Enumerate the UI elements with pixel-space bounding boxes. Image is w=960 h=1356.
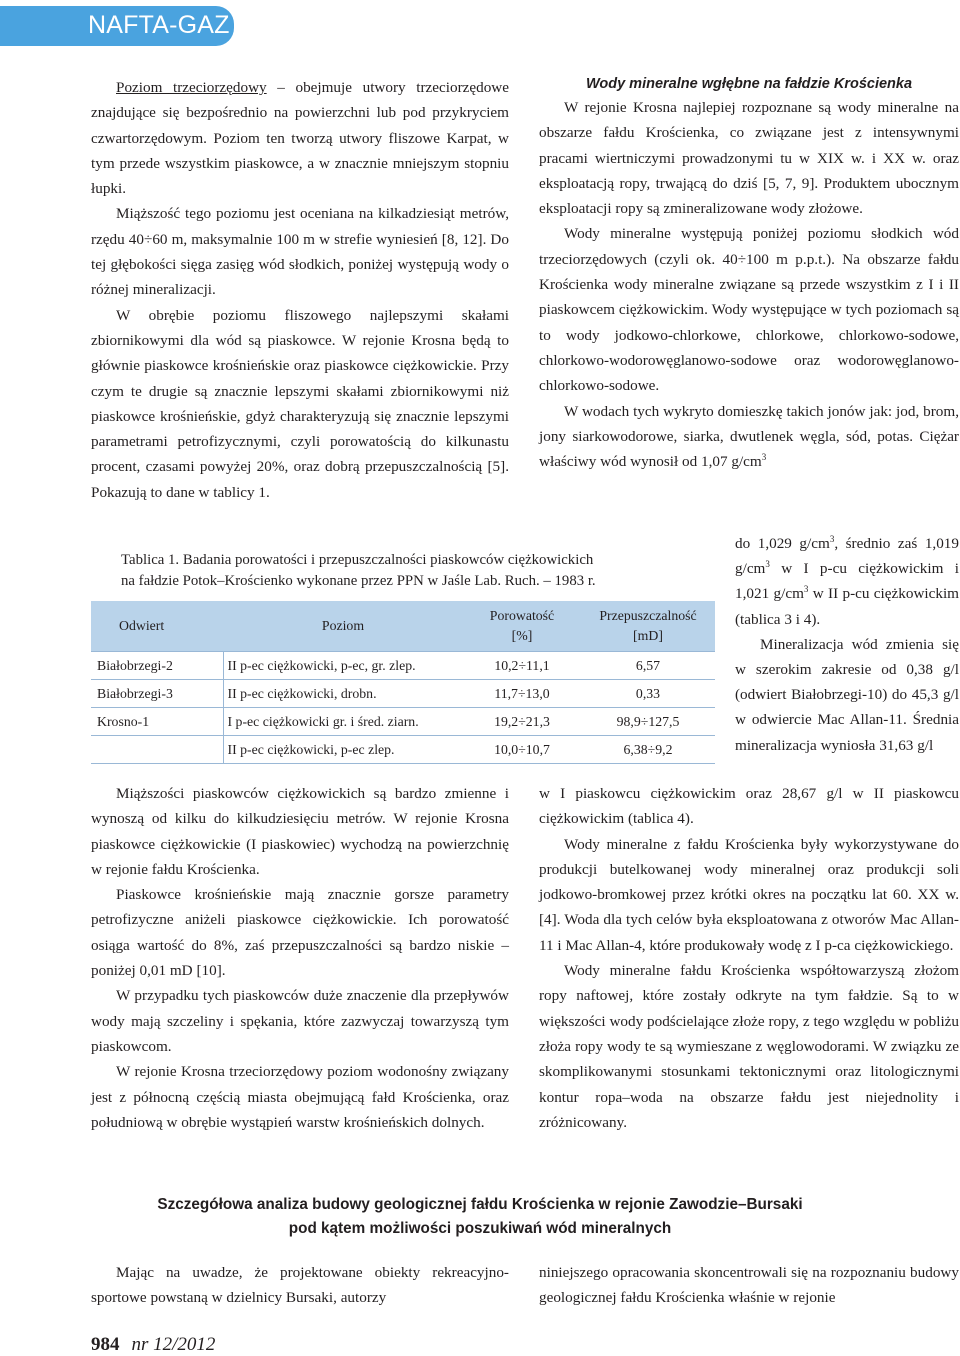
paragraph: W przypadku tych piaskowców duże znaczenie dla przepływów wody mają szczeliny i spękania, które zazwyczaj towarzyszą tym piaskowcom. — [91, 987, 509, 1055]
table-caption — [121, 550, 596, 592]
header-text: Porowatość — [489, 608, 555, 623]
paragraph — [91, 75, 509, 201]
paragraph: Wody mineralne występują poniżej poziomu słodkich wód trzeciorzędowych (czyli ok. 40÷100 m p.p.t.). Na obszarze fałdu Krościenka wody mineralne związane są przede wszystkim z I i II piaskowcem ciężkowickim. Wody występujące w tych poziomach są to wody jodkowo-chlorkowe, chlorkowe, chlorkowo-sodowe, chlorkowo-wodorowęglanowo-sodowe oraz wodorowęglanowo-chlorkowo-sodowe. — [539, 225, 959, 395]
left-column-top — [91, 75, 509, 505]
cell-permeability: 98,9÷127,5 — [581, 708, 715, 736]
cell-permeability: 6,38÷9,2 — [581, 736, 715, 764]
caption-line: na fałdzie Potok–Krościenko wykonane przez PPN w Jaśle Lab. Ruch. – 1983 r. — [121, 573, 596, 589]
paragraph: w I piaskowcu ciężkowickim oraz 28,67 g/l w II piaskowcu ciężkowickim (tablica 4). — [539, 785, 959, 828]
superscript: 3 — [829, 533, 835, 544]
left-column-bottom — [91, 781, 509, 1135]
section-heading — [0, 1193, 960, 1241]
paragraph: Miąższość tego poziomu jest oceniana na kilkadziesiąt metrów, rzędu 40÷60 m, maksymalnie 100 m w strefie wyniesień [8, 12]. Do tej głębokości sięga zasięg wód słodkich, poniżej występują wody o różnej mineralizacji. — [91, 205, 509, 299]
header-permeability — [581, 601, 715, 652]
table-row — [91, 708, 715, 736]
cell-well: Krosno-1 — [91, 708, 223, 736]
header-level: Poziom — [223, 601, 463, 652]
section-subheading: Wody mineralne wgłębne na fałdzie Krościenka — [585, 76, 913, 92]
cell-permeability: 6,57 — [581, 652, 715, 680]
superscript: 3 — [803, 584, 809, 595]
journal-badge — [0, 6, 234, 46]
superscript: 3 — [765, 559, 770, 570]
paragraph: Mając na uwadze, że projektowane obiekty rekreacyjno-sportowe powstaną w dzielnicy Bursaki, autorzy — [91, 1264, 509, 1307]
cell-well — [91, 736, 223, 764]
paragraph — [539, 399, 959, 475]
paragraph: Wody mineralne z fałdu Krościenka były wykorzystywane do produkcji butelkowanej wody mineralnej oraz produkcji soli jodkowo-bromkowej przez krótki okres na początku lat 60. XX w. [4]. Woda dla tych celów była eksploatowana z otworów Mac Allan-11 i Mac Allan-4, które produkowały wodę z I p-ca ciężkowickiego. — [539, 835, 959, 954]
header-well: Odwiert — [91, 601, 223, 652]
issue-number: nr 12/2012 — [131, 1334, 216, 1355]
header-text: Przepuszczalność — [599, 608, 697, 623]
cell-permeability: 0,33 — [581, 680, 715, 708]
cell-level: II p-ec ciężkowicki, p-ec, gr. zlep. — [223, 652, 463, 680]
right-column-bottom — [539, 781, 959, 1135]
paragraph-text: , średnio zaś 1,019 g/cm — [735, 535, 959, 578]
heading-line: Szczegółowa analiza budowy geologicznej fałdu Krościenka w rejonie Zawodzie–Bursaki — [157, 1196, 803, 1213]
cell-level: I p-ec ciężkowicki gr. i śred. ziarn. — [223, 708, 463, 736]
table-row — [91, 652, 715, 680]
table-header-row — [91, 601, 715, 652]
cell-well: Białobrzegi-3 — [91, 680, 223, 708]
journal-name: NAFTA-GAZ — [88, 11, 230, 39]
paragraph: W rejonie Krosna trzeciorzędowy poziom wodonośny związany jest z północną częścią miasta obejmującą fałd Krościenka, oraz południową w obrębie wystąpień warstw krośnieńskich dolnych. — [91, 1063, 509, 1131]
page-number: 984 — [91, 1334, 120, 1355]
table-row — [91, 736, 715, 764]
cell-porosity: 10,0÷10,7 — [463, 736, 581, 764]
left-column-section2 — [91, 1260, 509, 1311]
header-unit: [mD] — [633, 628, 663, 643]
term-link: Poziom trzeciorzędowy — [116, 79, 267, 96]
right-column-top — [539, 73, 959, 474]
cell-level: II p-ec ciężkowicki, p-ec zlep. — [223, 736, 463, 764]
paragraph — [735, 531, 959, 632]
paragraph-text: W wodach tych wykryto domieszkę takich jonów jak: jod, brom, jony siarkowodorowe, siarka, dwutlenek węgla, sód, potas. Ciężar właściwy wód wynosił od 1,07 g/cm — [539, 402, 959, 471]
paragraph: W rejonie Krosna najlepiej rozpoznane są wody mineralne na obszarze fałdu Krościenka, co związane jest z intensywnymi pracami wiertniczymi prowadzonymi tu w XIX w. i XX w. oraz eksploatacją ropy, trwającą do dziś [5, 7, 9]. Produktem ubocznym eksploatacji ropy są zmineralizowane wody złożowe. — [539, 99, 959, 218]
cell-level: II p-ec ciężkowicki, drobn. — [223, 680, 463, 708]
cell-porosity: 11,7÷13,0 — [463, 680, 581, 708]
paragraph-text: w I p-cu ciężkowickim i 1,021 g/cm — [735, 560, 959, 603]
paragraph: niniejszego opracowania skoncentrowali się na rozpoznaniu budowy geologicznej fałdu Krościenka właśnie w rejonie — [539, 1264, 959, 1307]
right-column-section2 — [539, 1260, 959, 1311]
caption-line: Tablica 1. Badania porowatości i przepuszczalności piaskowców ciężkowickich — [121, 552, 594, 568]
paragraph-text: do 1,029 g/cm — [735, 535, 830, 552]
paragraph-text: – obejmuje utwory trzeciorzędowe znajdujące się bezpośrednio na powierzchni lub pod przykryciem czwartorzędowym. Poziom ten tworzą utwory fliszowe Karpat, w tym przede wszystkim piaskowce, a w znacznie mniejszym stopniu łupki. — [91, 79, 510, 198]
cell-porosity: 19,2÷21,3 — [463, 708, 581, 736]
paragraph: W obrębie poziomu fliszowego najlepszymi skałami zbiornikowymi dla wód są piaskowce. W rejonie Krosna będą to głównie piaskowce krośnieńskie oraz piaskowce ciężkowickie. Przy czym te drugie są znacznie lepszymi skałami zbiornikowymi niż piaskowce krośnieńskie, gdyż charakteryzują się znacznie lepszymi parametrami petrofizycznymi, czyli porowatością do kilkunastu procent, czasami powyżej 20%, oraz dobrą przepuszczalnością [5]. Pokazują to dane w tablicy 1. — [91, 306, 509, 501]
paragraph: Miąższości piaskowców ciężkowickich są bardzo zmienne i wynoszą od kilku do kilkudziesięciu metrów. W rejonie Krosna piaskowce ciężkowickie (I piaskowiec) wychodzą na powierzchnię w rejonie fałdu Krościenka. — [91, 785, 509, 878]
table-row — [91, 680, 715, 708]
porosity-table — [91, 601, 715, 764]
cell-well: Białobrzegi-2 — [91, 652, 223, 680]
paragraph: Wody mineralne fałdu Krościenka współtowarzyszą złożom ropy naftowej, które zostały odkryte na tym fałdzie. Są to w większości wody podścielające złoże ropy, z tego względu w pobliżu złoża ropy wody te są wymieszane z węglowodorami. W związku ze skomplikowanymi stosunkami tektonicznymi oraz litologicznymi kontur ropa–woda na obszarze fałdu jest niejednolity i zróżnicowany. — [539, 962, 959, 1131]
superscript: 3 — [761, 452, 767, 463]
paragraph: Mineralizacja wód zmienia się w szerokim zakresie od 0,38 g/l (odwiert Białobrzegi-10) do 45,3 g/l w odwiercie Mac Allan-11. Średnia mineralizacja wyniosła 31,63 g/l — [735, 635, 959, 754]
paragraph: Piaskowce krośnieńskie mają znacznie gorsze parametry petrofizyczne aniżeli piaskowce ciężkowickie. Ich porowatość osiąga wartość do 8%, zaś przepuszczalności są bardzo niskie – poniżej 0,01 mD [10]. — [91, 886, 509, 980]
right-column-wrap — [735, 531, 959, 758]
heading-line: pod kątem możliwości poszukiwań wód mineralnych — [288, 1220, 672, 1237]
page-footer — [91, 1334, 215, 1356]
header-porosity — [463, 601, 581, 652]
header-unit: [%] — [511, 628, 533, 643]
cell-porosity: 10,2÷11,1 — [463, 652, 581, 680]
paragraph-text: w II p-cu ciężkowickim (tablica 3 i 4). — [735, 585, 959, 628]
